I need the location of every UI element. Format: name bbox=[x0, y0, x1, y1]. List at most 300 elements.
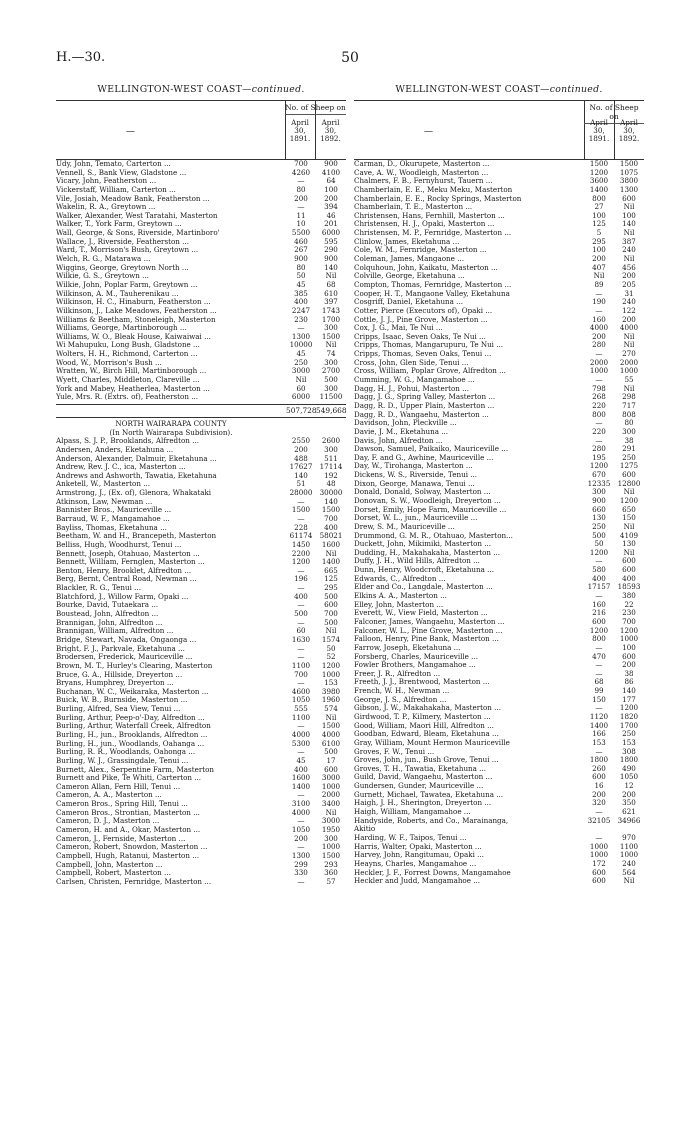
sheep-1892: 200 bbox=[324, 193, 338, 203]
left-column-title: WELLINGTON-WEST COAST—continued. bbox=[97, 84, 305, 95]
sheep-1891: 1300 bbox=[291, 331, 311, 341]
owner-name: Girdwood, T. P., Kilmery, Masterton ... bbox=[354, 713, 491, 721]
sheep-1891: 500 bbox=[294, 609, 308, 619]
table-row bbox=[354, 877, 644, 886]
sheep-1891: 4600 bbox=[291, 686, 311, 696]
sheep-1892: 150 bbox=[622, 513, 636, 523]
sheep-1892: 400 bbox=[324, 522, 338, 532]
sheep-1892: 717 bbox=[622, 400, 636, 410]
sheep-1891: 385 bbox=[294, 288, 308, 298]
sheep-1891: 900 bbox=[592, 495, 606, 505]
owner-name: Dagg, H. J., Pohui, Masterton ... bbox=[354, 384, 469, 393]
sheep-1891: 1120 bbox=[589, 712, 609, 721]
sheep-1891: 160 bbox=[592, 599, 606, 609]
sheep-1892: 68 bbox=[326, 279, 336, 289]
owner-name: Anketell, W., Masterton ... bbox=[56, 480, 150, 489]
sheep-1892: 30000 bbox=[319, 488, 343, 498]
owner-name: Vicary, John, Featherston ... bbox=[56, 177, 157, 186]
owner-name: Cooper, H. T., Mangaone Valley, Eketahuna bbox=[354, 289, 510, 298]
sheep-1891: 1000 bbox=[589, 850, 609, 860]
owner-name: Burling, H., jun., Woodlands, Oahanga ... bbox=[56, 739, 205, 748]
owner-name: Atkinson, Law, Newman ... bbox=[56, 497, 153, 506]
sheep-1892: 600 bbox=[622, 556, 636, 566]
owner-name: Wyett, Charles, Middleton, Clareville ... bbox=[56, 376, 200, 385]
sheep-1892: 12800 bbox=[617, 478, 641, 488]
sheep-1891: 200 bbox=[592, 331, 606, 341]
sheep-1892: 600 bbox=[622, 470, 636, 480]
owner-name: Duffy, J. H., Wild Hills, Alfredton ... bbox=[354, 557, 480, 566]
sheep-1892: 122 bbox=[622, 305, 636, 315]
sheep-1892: 34966 bbox=[617, 815, 641, 825]
sheep-1891: — bbox=[595, 703, 603, 713]
owner-name: Compton, Thomas, Fernridge, Masterton ... bbox=[354, 280, 512, 289]
owner-name: Falconer, James, Wangaehu, Masterton ... bbox=[354, 617, 505, 626]
sheep-1892: 200 bbox=[622, 271, 636, 281]
sheep-1892: 4100 bbox=[321, 167, 341, 177]
sheep-1892: 1820 bbox=[619, 712, 639, 721]
owner-name: Welch, R. G., Matarawa ... bbox=[56, 255, 151, 264]
sheep-1891: 5300 bbox=[291, 738, 311, 748]
sheep-1892: 1574 bbox=[321, 634, 341, 644]
owner-name: Gurnett, Michael, Tawatea, Eketahuna ... bbox=[354, 790, 504, 799]
sheep-1892: 700 bbox=[324, 609, 338, 619]
sheep-1892: 700 bbox=[622, 616, 636, 626]
owner-name: Good, William, Maori Hill, Alfredton ... bbox=[354, 721, 494, 730]
owner-name: Coleman, James, Mangaone ... bbox=[354, 255, 464, 264]
owner-name: French, W. H., Newman ... bbox=[354, 687, 450, 696]
sheep-1891: — bbox=[595, 375, 603, 385]
sheep-1891: 500 bbox=[592, 530, 606, 540]
sheep-1891: 4000 bbox=[291, 730, 311, 739]
owner-name: Andersen, Anders, Eketahuna ... bbox=[56, 445, 174, 454]
sheep-1891: 195 bbox=[592, 452, 606, 462]
sheep-1892: 1960 bbox=[321, 695, 341, 705]
owner-name: Gundersen, Gunder, Mauriceville ... bbox=[354, 782, 484, 791]
sheep-1892: 500 bbox=[324, 747, 338, 757]
sheep-1892: Nil bbox=[623, 383, 635, 393]
sheep-1891: — bbox=[297, 643, 305, 653]
owner-name: Carlsen, Christen, Fernridge, Masterton ... bbox=[56, 877, 212, 886]
sheep-1891: 1450 bbox=[291, 539, 311, 549]
owner-name: Burling, Alfred, Sea View, Tenui ... bbox=[56, 705, 181, 714]
sheep-1892: 2600 bbox=[321, 436, 341, 446]
sheep-1892: 1500 bbox=[619, 159, 639, 168]
sheep-1891: 61174 bbox=[289, 531, 313, 541]
owner-name: Vile, Josiah, Meadow Bank, Featherston ... bbox=[56, 194, 210, 203]
name-column-dash: — bbox=[424, 127, 433, 137]
sheep-1891: 280 bbox=[592, 444, 606, 454]
sheep-1891: 2247 bbox=[291, 305, 311, 315]
owner-name: Cameron, H. and A., Okar, Masterton ... bbox=[56, 826, 201, 835]
owner-name: Cameron, A. A., Masterton ... bbox=[56, 791, 162, 800]
sheep-1891: 260 bbox=[592, 763, 606, 773]
sheep-1891: 280 bbox=[592, 340, 606, 350]
sheep-1891: — bbox=[595, 305, 603, 315]
owner-name: Harris, Walter, Opaki, Masterton ... bbox=[354, 842, 482, 851]
sheep-1892: 308 bbox=[622, 746, 636, 756]
sheep-1891: — bbox=[595, 418, 603, 428]
sheep-1892: 17114 bbox=[319, 462, 343, 472]
sheep-1892: 1700 bbox=[619, 720, 639, 730]
sheep-1892: Nil bbox=[623, 202, 635, 212]
sheep-1892: 153 bbox=[622, 737, 636, 747]
owner-name: Cox, J. G., Mai, Te Nui ... bbox=[354, 324, 443, 333]
page-number: 50 bbox=[341, 50, 359, 66]
owner-name: Cosgriff, Daniel, Eketahuna ... bbox=[354, 298, 463, 307]
sheep-1892: 4000 bbox=[321, 730, 341, 739]
owner-name: Wakelin, R. A., Greytown ... bbox=[56, 203, 156, 212]
sheep-1891: 268 bbox=[592, 392, 606, 402]
sheep-1891: 470 bbox=[592, 651, 606, 661]
owner-name: Chalmers, F. B., Fernyhurst, Tauern ... bbox=[354, 177, 493, 186]
sheep-1892: 31 bbox=[624, 288, 634, 298]
sheep-1892: 300 bbox=[324, 323, 338, 333]
sheep-1892: 2000 bbox=[619, 357, 639, 367]
sheep-1892: 1000 bbox=[321, 669, 341, 679]
sheep-1892: 500 bbox=[324, 375, 338, 385]
owner-name: Everett, W., View Field, Masterton ... bbox=[354, 609, 488, 618]
sheep-1892: 1100 bbox=[619, 841, 639, 851]
owner-name: Burling, R. R., Woodlands, Oahonga ... bbox=[56, 748, 196, 757]
page-header bbox=[56, 50, 644, 68]
sheep-1891: 250 bbox=[294, 357, 308, 367]
sheep-1891: 4000 bbox=[589, 323, 609, 333]
owner-name: Boustead, John, Alfredton ... bbox=[56, 610, 159, 619]
owner-name: Campbell, Robert, Masterton ... bbox=[56, 869, 171, 878]
owner-name: Armstrong, J., (Ex. of), Glenora, Whakataki bbox=[56, 489, 212, 498]
owner-name: Bennett, Joseph, Otahuao, Masterton ... bbox=[56, 549, 200, 558]
sheep-1891: 3600 bbox=[589, 176, 609, 186]
sheep-1892: 1500 bbox=[321, 850, 341, 860]
table-row bbox=[56, 878, 346, 887]
sheep-1891: 4260 bbox=[291, 167, 311, 177]
owner-name: Drummond, G. M. R., Otahuao, Masterton... bbox=[354, 531, 513, 540]
sheep-1891: 5500 bbox=[291, 228, 311, 238]
sheep-1892: 665 bbox=[324, 565, 338, 575]
sheep-1892: 387 bbox=[622, 236, 636, 246]
owner-name: Christensen, M. P., Fernridge, Masterton ... bbox=[354, 229, 512, 238]
sheep-1891: — bbox=[595, 556, 603, 566]
owner-name: Buchanan, W. C., Weikaraka, Masterton ... bbox=[56, 687, 209, 696]
owner-name: Gray, William, Mount Hermon Mauriceville bbox=[354, 738, 510, 747]
owner-name: Duckett, John, Mikimiki, Masterton ... bbox=[354, 540, 492, 549]
sheep-count-header: No. of Sheep on bbox=[584, 103, 644, 124]
sheep-1892: 17 bbox=[326, 755, 336, 765]
sheep-1892: 293 bbox=[324, 859, 338, 869]
owner-name: Cotter, Pierce (Executors of), Opaki ... bbox=[354, 306, 493, 315]
owner-name: Wallace, J., Riverside, Featherston ... bbox=[56, 237, 189, 246]
sheep-1891: — bbox=[297, 496, 305, 506]
sheep-1891: 1000 bbox=[589, 841, 609, 851]
owner-name: Colville, George, Eketahuna ... bbox=[354, 272, 465, 281]
owner-name: Christensen, H. J., Opaki, Masterton ... bbox=[354, 220, 495, 229]
left-column bbox=[56, 84, 346, 887]
owner-name: Guild, David, Wangaehu, Masterton ... bbox=[354, 773, 493, 782]
owner-name: Harding, W. F., Taipos, Tenui ... bbox=[354, 833, 467, 842]
owner-name: Campbell, John, Masterton ... bbox=[56, 860, 163, 869]
sheep-1891: 3000 bbox=[291, 366, 311, 376]
sheep-1892: 1075 bbox=[619, 167, 639, 177]
owner-name: Haigh, William, Mangamahoe ... bbox=[354, 808, 471, 817]
owner-name: Dagg, R. D., Wangaehu, Masterton ... bbox=[354, 410, 489, 419]
sheep-1892: 300 bbox=[622, 426, 636, 436]
owner-name: Dagg, R. D., Upper Plain, Masterton ... bbox=[354, 401, 495, 410]
sheep-1892: 240 bbox=[622, 858, 636, 868]
sheep-1892: 22 bbox=[624, 599, 634, 609]
sheep-1891: 220 bbox=[592, 400, 606, 410]
sheep-1891: 660 bbox=[592, 504, 606, 514]
owner-name: Wilkinson, A. M., Tauherenikau ... bbox=[56, 289, 179, 298]
sheep-1892: Nil bbox=[325, 271, 337, 281]
sheep-1892: 600 bbox=[622, 565, 636, 575]
left-rows-b bbox=[56, 437, 346, 886]
sheep-1891: 1100 bbox=[291, 712, 311, 722]
sheep-1892: 1200 bbox=[321, 660, 341, 670]
owner-name: Dunn, Henry, Woodcroft, Eketahuna ... bbox=[354, 566, 494, 575]
sheep-1892: 205 bbox=[622, 279, 636, 289]
sheep-1892: 595 bbox=[324, 236, 338, 246]
sheep-1891: 1500 bbox=[589, 159, 609, 168]
owner-name: Clinlow, James, Eketahuna ... bbox=[354, 237, 460, 246]
sheep-1892: 1800 bbox=[619, 755, 639, 765]
sheep-1891: 300 bbox=[592, 487, 606, 497]
sheep-1892: Nil bbox=[325, 626, 337, 636]
sheep-1892: 38 bbox=[624, 668, 634, 678]
sheep-1891: 99 bbox=[594, 686, 604, 696]
sheep-1892: Nil bbox=[325, 712, 337, 722]
sheep-1892: 574 bbox=[324, 704, 338, 714]
date-1891-header: April 30, 1891. bbox=[289, 118, 311, 143]
sheep-1891: 1400 bbox=[589, 720, 609, 730]
owner-name: Day, W., Tirohanga, Masterton ... bbox=[354, 462, 473, 471]
sheep-1891: — bbox=[595, 642, 603, 652]
sheep-1892: 900 bbox=[324, 254, 338, 264]
owner-name: Gibson, J. W., Makahakaha, Masterton ... bbox=[354, 704, 501, 713]
sheep-1892: 125 bbox=[324, 574, 338, 584]
sheep-1891: — bbox=[297, 652, 305, 662]
sheep-1892: 300 bbox=[324, 383, 338, 393]
sheep-1891: 200 bbox=[592, 789, 606, 799]
owner-name: Wilkie, John, Poplar Farm, Greytown ... bbox=[56, 280, 198, 289]
sheep-1891: 460 bbox=[294, 236, 308, 246]
date-1892-header: April 30, 1892. bbox=[320, 118, 341, 143]
owner-name: Elder and Co., Langdale, Masterton ... bbox=[354, 583, 493, 592]
sheep-1892: 600 bbox=[622, 651, 636, 661]
sheep-1891: — bbox=[297, 513, 305, 523]
sheep-1891: 800 bbox=[592, 409, 606, 419]
owner-name: Dagg, J. G., Spring Valley, Masterton ... bbox=[354, 393, 496, 402]
sheep-1892: 1000 bbox=[619, 366, 639, 376]
sheep-1892: 2000 bbox=[321, 790, 341, 800]
sheep-1891: 1000 bbox=[589, 366, 609, 376]
sheep-1892: 1743 bbox=[321, 305, 341, 315]
owner-name: Heckler, J. F., Forrest Downs, Mangamahoe bbox=[354, 868, 511, 877]
sheep-1892: 4109 bbox=[619, 530, 639, 540]
right-rows bbox=[354, 160, 644, 886]
sheep-1892: 600 bbox=[324, 764, 338, 774]
sheep-1892: 1950 bbox=[321, 825, 341, 835]
owner-name: Christensen, Hans, Fernhill, Masterton ... bbox=[354, 211, 505, 220]
sheep-1892: 1200 bbox=[619, 703, 639, 713]
sheep-1892: 970 bbox=[622, 832, 636, 842]
sheep-1892: Nil bbox=[325, 807, 337, 817]
sheep-1892: 6100 bbox=[321, 738, 341, 748]
sheep-1891: 400 bbox=[294, 591, 308, 601]
sheep-1891: 250 bbox=[592, 521, 606, 531]
owner-name: Dorset, W. L., jun., Mauriceville ... bbox=[354, 514, 478, 523]
sheep-1891: — bbox=[297, 565, 305, 575]
sheep-1892: 1000 bbox=[321, 781, 341, 791]
owner-name: Cameron, Robert, Snowdon, Masterton ... bbox=[56, 843, 208, 852]
sheep-1891: 2200 bbox=[291, 548, 311, 558]
sheep-1892: 300 bbox=[324, 357, 338, 367]
sheep-1891: 100 bbox=[592, 210, 606, 220]
owner-name: Wiggins, George, Greytown North ... bbox=[56, 263, 189, 272]
sheep-1892: 192 bbox=[324, 470, 338, 480]
sheep-1892: 1600 bbox=[321, 539, 341, 549]
owner-name: Williams, W. O., Bleak House, Kaiwaiwai ... bbox=[56, 332, 211, 341]
owner-name: Dixon, George, Manawa, Tenui ... bbox=[354, 479, 475, 488]
sheep-1891: 50 bbox=[594, 539, 604, 549]
sheep-1891: 1600 bbox=[291, 773, 311, 783]
sheep-1892: 600 bbox=[324, 600, 338, 610]
owner-name: Groves, F. W., Tenui ... bbox=[354, 747, 435, 756]
sheep-1891: 45 bbox=[296, 279, 306, 289]
sheep-1892: 270 bbox=[622, 349, 636, 359]
owner-name: Freer, J. R., Alfredton ... bbox=[354, 669, 441, 678]
table-row bbox=[354, 817, 644, 826]
sheep-1892: 177 bbox=[622, 694, 636, 704]
owner-name: Barraud, W. F., Mangamahoe ... bbox=[56, 514, 170, 523]
sheep-1891: 89 bbox=[594, 279, 604, 289]
sheep-count-header: No. of Sheep on bbox=[285, 103, 346, 115]
sheep-1892: Nil bbox=[623, 340, 635, 350]
sheep-1892: 394 bbox=[324, 202, 338, 212]
sheep-1891: 670 bbox=[592, 470, 606, 480]
owner-name: Bruce, G. A., Hillside, Dreyerton ... bbox=[56, 670, 183, 679]
owner-name: Day, F. and G., Awhine, Mauriceville ... bbox=[354, 453, 494, 462]
sheep-1892: 80 bbox=[624, 418, 634, 428]
owner-name: Cole, W. M., Fernridge, Masterton ... bbox=[354, 246, 487, 255]
owner-name: Burling, W. J., Grassingdale, Tenui ... bbox=[56, 756, 189, 765]
sheep-1891: 50 bbox=[296, 271, 306, 281]
sheep-1891: 10 bbox=[296, 219, 306, 229]
owner-name: Cross, John, Glen Side, Tenui ... bbox=[354, 358, 469, 367]
owner-name: Carman, D., Okurupete, Masterton ... bbox=[354, 160, 490, 168]
sheep-1891: 330 bbox=[294, 868, 308, 878]
sheep-1892: 500 bbox=[324, 591, 338, 601]
left-rows-a bbox=[56, 160, 346, 402]
sheep-1891: 800 bbox=[592, 634, 606, 644]
sheep-1891: 1630 bbox=[291, 634, 311, 644]
sheep-1891: 1400 bbox=[589, 184, 609, 194]
sheep-1891: — bbox=[595, 349, 603, 359]
sheep-1891: — bbox=[297, 583, 305, 593]
sheep-1891: 172 bbox=[592, 858, 606, 868]
owner-name: Bourke, David, Tutaekara ... bbox=[56, 601, 159, 610]
sheep-1892: 1000 bbox=[619, 850, 639, 860]
owner-name: Brannigan, William, Alfredton ... bbox=[56, 627, 174, 636]
sheep-1892: Nil bbox=[623, 487, 635, 497]
sheep-1891: Nil bbox=[295, 375, 307, 385]
owner-name: Cripps, Isaac, Seven Oaks, Te Nui ... bbox=[354, 332, 486, 341]
owner-name: Brodersen, Frederick, Mauriceville ... bbox=[56, 653, 193, 662]
owner-name: Fowler Brothers, Mangamahoe ... bbox=[354, 661, 476, 670]
sheep-1891: 51 bbox=[296, 479, 306, 489]
owner-name: Davie, J. M., Eketahuna ... bbox=[354, 427, 449, 436]
sheep-1892: 3000 bbox=[321, 816, 341, 826]
document-reference: H.—30. bbox=[56, 50, 106, 65]
sheep-1891: 80 bbox=[296, 184, 306, 194]
owner-name: Cameron Allan, Fern Hill, Tenui ... bbox=[56, 782, 181, 791]
sheep-1892: 1050 bbox=[619, 772, 639, 782]
owner-name: Ward, T., Morrison's Bush, Greytown ... bbox=[56, 246, 199, 255]
sheep-1892: 240 bbox=[622, 297, 636, 307]
sheep-1891: 580 bbox=[592, 565, 606, 575]
sheep-1892: 140 bbox=[622, 219, 636, 229]
owner-name: Beetham, W. and H., Brancepeth, Masterton bbox=[56, 532, 217, 541]
owner-name: Heayns, Charles, Mangamahoe ... bbox=[354, 859, 477, 868]
owner-name: Harvey, John, Rangitumau, Opaki ... bbox=[354, 851, 484, 860]
sheep-1891: 4000 bbox=[291, 807, 311, 817]
date-1892-header: April 30, 1892. bbox=[618, 118, 640, 143]
sheep-1891: 17157 bbox=[587, 582, 611, 592]
sheep-1891: 600 bbox=[592, 616, 606, 626]
sheep-1891: 299 bbox=[294, 859, 308, 869]
owner-name: Drew, S. M., Mauriceville ... bbox=[354, 522, 455, 531]
owner-name: Goodban, Edward, Bleam, Eketahuna ... bbox=[354, 730, 499, 739]
owner-name: Benton, Henry, Brooklet, Alfredton ... bbox=[56, 566, 192, 575]
sheep-1892: 18593 bbox=[617, 582, 641, 592]
owner-name: Blackler, R. G., Tenui ... bbox=[56, 584, 141, 593]
sheep-1891: 1400 bbox=[291, 781, 311, 791]
sheep-1892: 3400 bbox=[321, 799, 341, 809]
sheep-1891: 400 bbox=[592, 573, 606, 583]
owner-name: Wilkinson, J., Lake Meadows, Featherston ... bbox=[56, 306, 217, 315]
sheep-1892: Nil bbox=[325, 548, 337, 558]
sheep-1892: 130 bbox=[622, 539, 636, 549]
owner-name: Yule, Mrs. R. (Extrs. of), Featherston ... bbox=[56, 393, 199, 402]
owner-name: Dawson, Samuel, Paikaiko, Mauriceville ... bbox=[354, 445, 509, 454]
sheep-1891: 27 bbox=[594, 202, 604, 212]
sheep-1892: 295 bbox=[324, 583, 338, 593]
owner-name: Farrow, Joseph, Eketahuna ... bbox=[354, 643, 461, 652]
sheep-1891: 12335 bbox=[587, 478, 611, 488]
sheep-1892: 6000 bbox=[321, 228, 341, 238]
sheep-1891: 80 bbox=[296, 262, 306, 272]
sheep-1892: Nil bbox=[623, 876, 635, 886]
owner-name: Cross, William, Poplar Grove, Alfredton ... bbox=[354, 367, 506, 376]
sheep-1891: 320 bbox=[592, 798, 606, 808]
sheep-1891: 196 bbox=[294, 574, 308, 584]
sheep-1892: 564 bbox=[622, 867, 636, 877]
owner-name: Williams, George, Martinborough ... bbox=[56, 324, 187, 333]
sheep-1891: — bbox=[595, 591, 603, 601]
owner-name: Wood, W., Morrison's Bush ... bbox=[56, 358, 162, 367]
total-1892: 549,668 bbox=[316, 405, 347, 415]
sheep-1891: 32105 bbox=[587, 815, 611, 825]
owner-name: Cameron Bros., Strontian, Masterton ... bbox=[56, 808, 200, 817]
sheep-1891: 11 bbox=[296, 210, 306, 220]
sheep-1891: — bbox=[595, 288, 603, 298]
owner-name: Davidson, John, Pleckville ... bbox=[354, 419, 457, 428]
sheep-1892: 400 bbox=[622, 573, 636, 583]
sheep-1891: — bbox=[595, 660, 603, 670]
sheep-1892: 397 bbox=[324, 297, 338, 307]
sheep-1892: 1200 bbox=[619, 625, 639, 635]
sheep-1891: 400 bbox=[294, 764, 308, 774]
owner-name: Belliss, Hugh, Woodhurst, Tenui ... bbox=[56, 540, 182, 549]
